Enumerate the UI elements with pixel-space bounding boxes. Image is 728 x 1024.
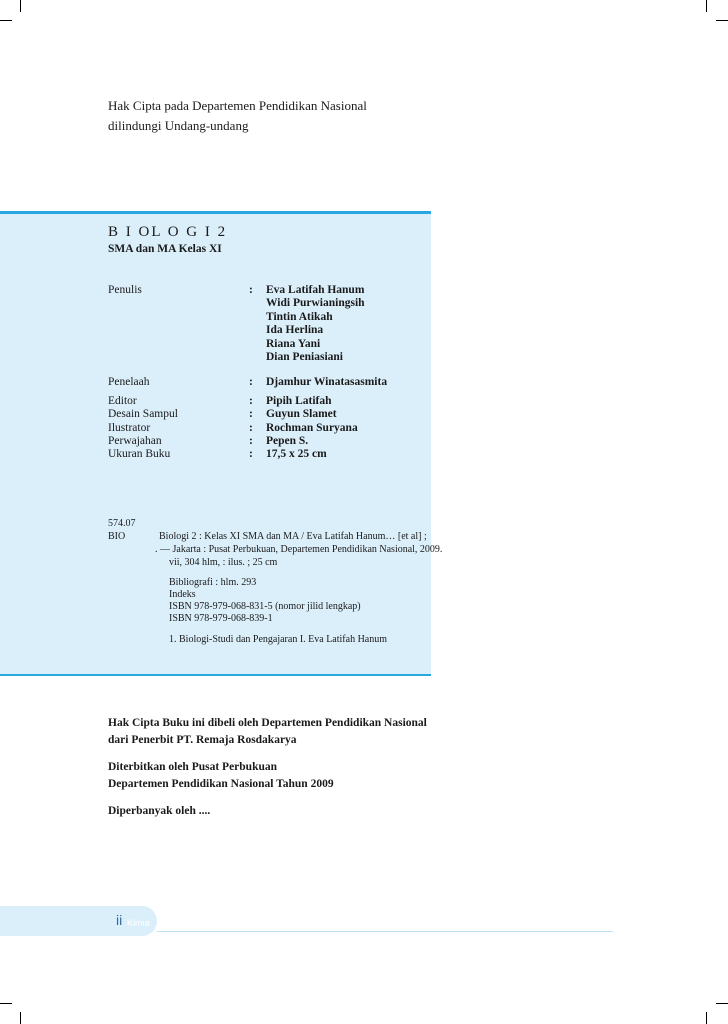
copyright-notice (108, 96, 367, 136)
illustrator-name: Rochman Suryana (266, 421, 358, 434)
catalog-class-number: 574.07 (108, 518, 136, 529)
credit-label: Editor (108, 394, 137, 407)
publication-notes (108, 715, 427, 820)
author-name: Widi Purwianingsih (266, 297, 365, 310)
credit-row-illustrator (108, 422, 428, 435)
credit-row-layout (108, 435, 428, 448)
credit-colon: : (249, 376, 253, 389)
credit-row-author (108, 324, 428, 337)
credit-row-author (108, 297, 428, 310)
panel-top-rule (0, 211, 431, 214)
layout-designer-name: Pepen S. (266, 434, 309, 447)
credit-label: Penelaah (108, 376, 150, 389)
catalog-isbn: ISBN 978-979-068-839-1 (169, 613, 273, 624)
reviewer-name: Djamhur Winatasasmita (266, 376, 388, 389)
credit-label: Ilustrator (108, 421, 151, 434)
copyright-line: Hak Cipta pada Departemen Pendidikan Nasional (108, 98, 367, 113)
credit-row-author (108, 311, 428, 324)
publisher-note: Departemen Pendidikan Nasional Tahun 2009 (108, 778, 334, 790)
page-label: Kimia (127, 918, 150, 928)
credit-label: Penulis (108, 284, 142, 296)
credit-colon: : (249, 394, 253, 407)
crop-mark-top-left-h (0, 20, 12, 21)
crop-mark-top-right-h (716, 20, 728, 21)
catalog-entry: . — Jakarta : Pusat Perbukuan, Departemen Pendidikan Nasional, 2009. (155, 544, 443, 555)
crop-mark-top-left-v (20, 0, 21, 12)
catalog-subject: 1. Biologi-Studi dan Pengajaran I. Eva Latifah Hanum (169, 634, 388, 645)
credits-list (108, 284, 428, 462)
credit-colon: : (249, 434, 253, 447)
credit-row-author (108, 351, 428, 364)
author-name: Dian Peniasiani (266, 350, 344, 363)
author-name: Riana Yani (266, 337, 321, 350)
page-number: ii (116, 912, 123, 928)
catalog-code: BIO (108, 531, 126, 542)
credit-row-cover (108, 408, 428, 421)
editor-name: Pipih Latifah (266, 394, 332, 407)
purchase-note: Hak Cipta Buku ini dibeli oleh Departemen Pendidikan Nasional (108, 717, 427, 729)
crop-mark-bottom-left-v (20, 1012, 21, 1024)
purchase-note: dari Penerbit PT. Remaja Rosdakarya (108, 734, 297, 746)
credit-row-author (108, 338, 428, 351)
credit-label: Perwajahan (108, 434, 162, 447)
credit-row-editor (108, 395, 428, 408)
book-size: 17,5 x 25 cm (266, 448, 327, 461)
book-subtitle: SMA dan MA Kelas XI (108, 243, 222, 255)
catalog-bibliography: Bibliografi : hlm. 293 (169, 577, 257, 588)
credit-colon: : (249, 421, 253, 434)
author-name: Ida Herlina (266, 324, 324, 337)
crop-mark-top-right-v (706, 0, 707, 12)
credit-row-authors (108, 284, 428, 297)
catalog-isbn: ISBN 978-979-068-831-5 (nomor jilid lengkap) (169, 601, 361, 612)
author-name: Eva Latifah Hanum (266, 284, 365, 296)
credit-colon: : (249, 448, 253, 461)
credit-colon: : (249, 408, 253, 421)
credit-row-size (108, 448, 428, 461)
catalog-index: Indeks (169, 589, 196, 600)
credit-label: Desain Sampul (108, 408, 178, 421)
crop-mark-bottom-right-h (716, 1003, 728, 1004)
credit-label: Ukuran Buku (108, 448, 171, 461)
reproduced-note: Diperbanyak oleh .... (108, 805, 211, 817)
author-name: Tintin Atikah (266, 310, 333, 323)
cover-designer-name: Guyun Slamet (266, 408, 337, 421)
crop-mark-bottom-right-v (706, 1012, 707, 1024)
catalog-entry: Biologi 2 : Kelas XI SMA dan MA / Eva Latifah Hanum… [et al] ; (159, 531, 427, 542)
copyright-line: dilindungi Undang-undang (108, 118, 249, 133)
catalog-entry: vii, 304 hlm, : ilus. ; 25 cm (169, 557, 278, 568)
publisher-note: Diterbitkan oleh Pusat Perbukuan (108, 761, 278, 773)
footer-rule (157, 931, 613, 932)
credit-row-reviewer (108, 376, 428, 389)
credit-colon: : (249, 284, 253, 296)
panel-bottom-rule (0, 674, 431, 676)
book-title: B I OL O G I 2 (108, 224, 228, 240)
crop-mark-bottom-left-h (0, 1003, 12, 1004)
